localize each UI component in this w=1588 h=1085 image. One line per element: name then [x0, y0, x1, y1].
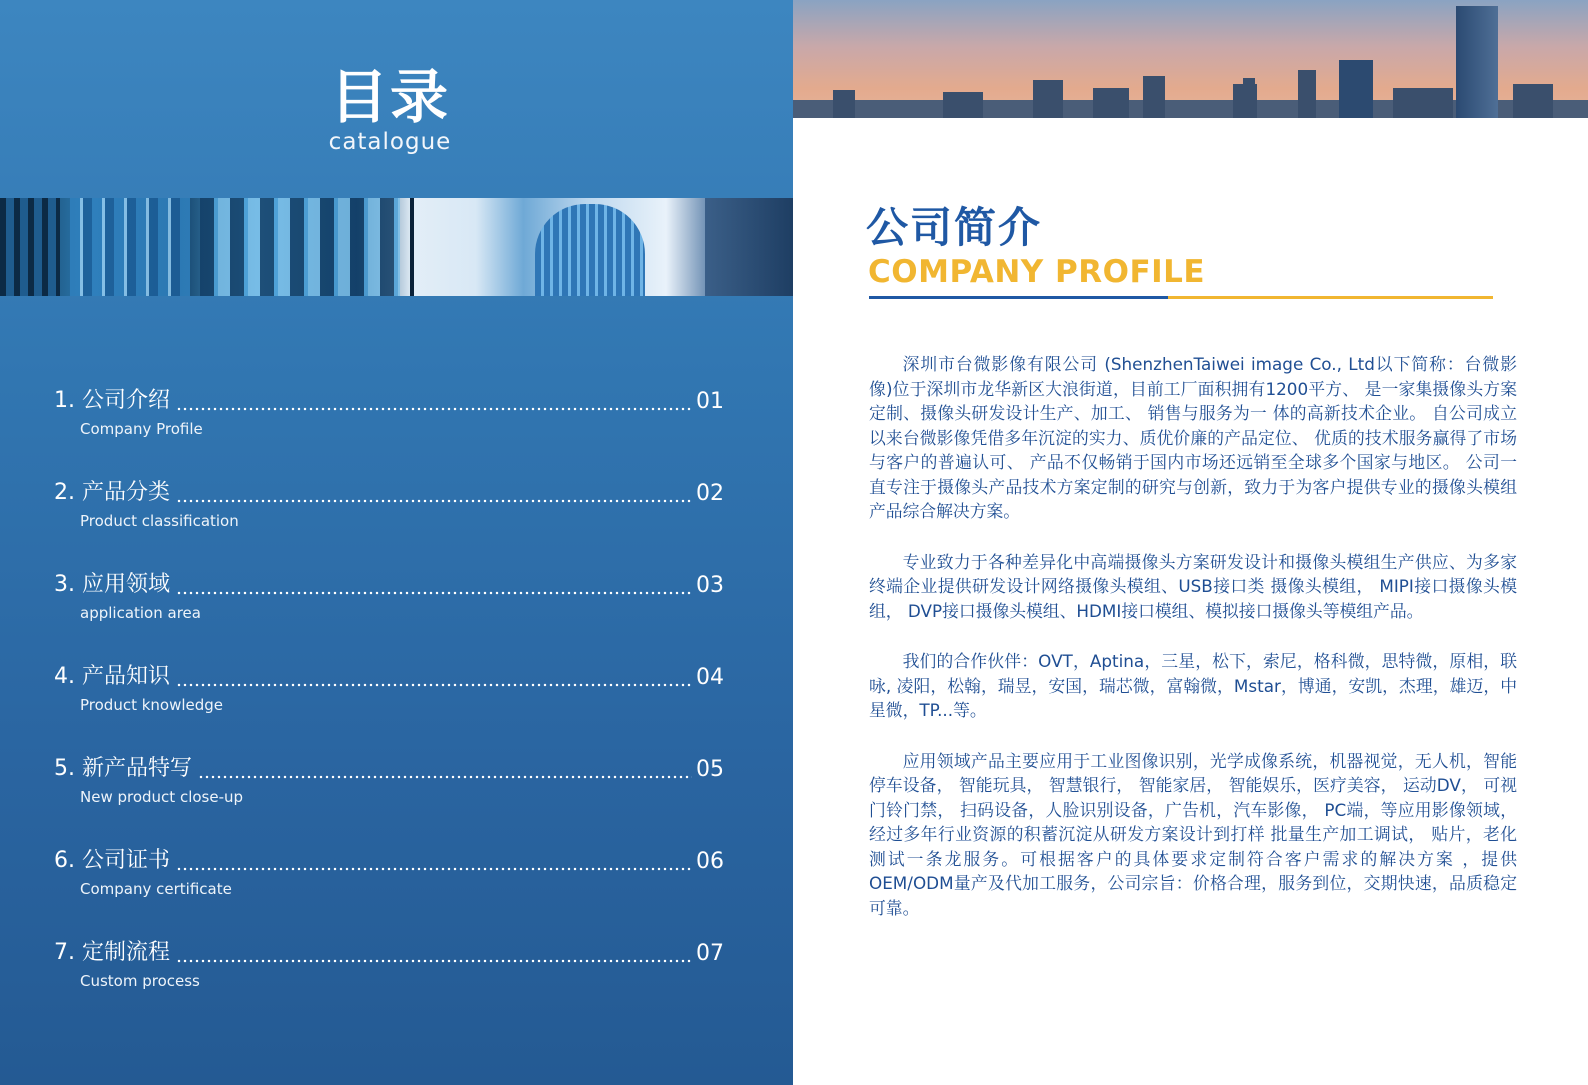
catalogue-title: 目录 [329, 63, 450, 131]
city-skyline-image [793, 0, 1588, 118]
toc-page: 06 [696, 849, 724, 874]
profile-paragraph-3: 我们的合作伙伴：OVT，Aptina，三星，松下，索尼，格科微，思特微，原相，联咏, 凌阳，松翰，瑞昱，安国，瑞芯微，富翰微，Mstar，博通，安凯，杰理，雄迈，中星微，TP...等。 [869, 651, 1517, 720]
toc-en-label: application area [80, 604, 201, 622]
toc-item-5[interactable] [54, 752, 724, 806]
title-underline-blue [869, 296, 1168, 299]
toc-item-3[interactable] [54, 568, 724, 622]
toc-num: 1. [54, 388, 75, 413]
toc-page: 05 [696, 757, 724, 782]
profile-paragraph-2: 专业致力于各种差异化中高端摄像头方案研发设计和摄像头模组生产供应、为多家终端企业提供研发设计网络摄像头模组、USB接口类 摄像头模组， MIPI接口摄像头模组， DVP接口摄像头模组、HDMI接口模组、模拟接口摄像头等模组产品。 [869, 551, 1517, 621]
profile-paragraph-4: 应用领域产品主要应用于工业图像识别，光学成像系统，机器视觉，无人机，智能停车设备， 智能玩具， 智慧银行， 智能家居， 智能娱乐，医疗美容， 运动DV， 可视门铃门禁， 扫码设备，人脸识别设备，广告机，汽车影像， PC端，等应用影像领域， 经过多年行业资源的积蓄沉淀从研发方案设计到打样 批量生产加工调试， 贴片，老化测试一条龙服务。可根据客户的具体要求定制符合客户需求的解决方案 ，提供OEM/ODM量产及代加工服务，公司宗旨：价格合理，服务到位，交期快速，品质稳定可靠。 [869, 750, 1517, 918]
dot-leader [176, 392, 692, 412]
toc-label: 公司证书 [82, 848, 171, 873]
toc-label: 公司介绍 [82, 388, 171, 413]
toc-page: 04 [696, 665, 724, 690]
toc-label: 定制流程 [82, 940, 171, 965]
company-profile-title: 公司简介 [866, 203, 1043, 252]
toc-label: 产品分类 [82, 480, 171, 505]
profile-body [869, 352, 1517, 946]
dot-leader [176, 944, 692, 964]
catalogue-panel [0, 0, 793, 1085]
dot-leader [176, 576, 692, 596]
dot-leader [198, 760, 692, 780]
toc-en-label: Product knowledge [80, 696, 224, 714]
company-profile-subtitle: COMPANY PROFILE [868, 254, 1206, 290]
toc-item-7[interactable] [54, 936, 724, 990]
toc-num: 6. [54, 848, 75, 873]
toc-item-4[interactable] [54, 660, 724, 714]
toc-num: 2. [54, 480, 75, 505]
toc-item-6[interactable] [54, 844, 724, 898]
toc-en-label: Company Profile [80, 420, 203, 438]
catalogue-subtitle: catalogue [328, 129, 452, 155]
toc-label: 产品知识 [82, 664, 171, 689]
toc-en-label: Product classification [80, 512, 239, 530]
toc-label: 新产品特写 [82, 756, 193, 781]
toc-item-1[interactable] [54, 384, 724, 438]
toc-num: 7. [54, 940, 75, 965]
toc-page: 01 [696, 389, 724, 414]
toc-num: 5. [54, 756, 75, 781]
toc-num: 3. [54, 572, 75, 597]
toc-en-label: New product close-up [80, 788, 244, 806]
building-glass-banner [0, 198, 793, 296]
toc-page: 07 [696, 941, 724, 966]
toc-num: 4. [54, 664, 75, 689]
title-underline-gold [1168, 296, 1493, 299]
toc-item-2[interactable] [54, 476, 724, 530]
dot-leader [176, 852, 692, 872]
dot-leader [176, 484, 692, 504]
toc-label: 应用领域 [82, 572, 171, 597]
toc-page: 02 [696, 481, 724, 506]
toc-en-label: Custom process [80, 972, 200, 990]
profile-paragraph-1: 深圳市台微影像有限公司 (ShenzhenTaiwei image Co., Ltd以下简称：台微影像)位于深圳市龙华新区大浪街道，目前工厂面积拥有1200平方、 是一家集摄像头方案定制、摄像头研发设计生产、加工、 销售与服务为一 体的高新技术企业。 自公司成立以来台微影像凭借多年沉淀的实力、质优价廉的产品定位、 优质的技术服务赢得了市场与客户的普遍认可、 产品不仅畅销于国内市场还远销至全球多个国家与地区。 公司一 直专注于摄像头产品技术方案定制的研究与创新，致力于为客户提供专业的摄像头模组产品综合解决方案。 [869, 354, 1517, 521]
dot-leader [176, 668, 692, 688]
toc-en-label: Company certificate [80, 880, 232, 898]
toc-page: 03 [696, 573, 724, 598]
